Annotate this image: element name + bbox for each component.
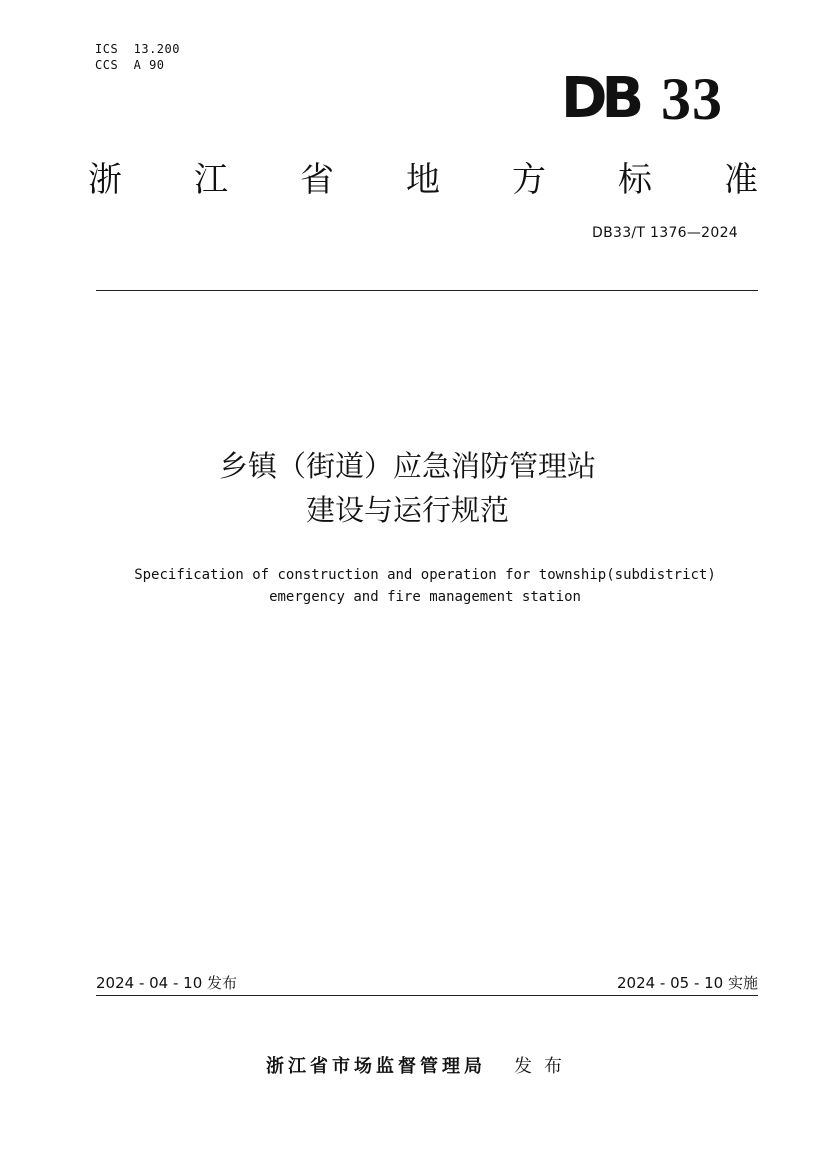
date-row [96, 972, 758, 994]
standard-type-char: 浙 [88, 160, 122, 200]
implement-date: 2024 - 05 - 10 实施 [616, 974, 758, 992]
standard-type-char: 省 [300, 160, 334, 200]
issuer-line [0, 1052, 815, 1078]
logo-number: 33 [661, 66, 723, 132]
issuer-name: 浙江省市场监督管理局 [266, 1056, 486, 1077]
document-title [0, 444, 815, 532]
standard-type-char: 地 [406, 160, 440, 200]
db33-logo [561, 68, 751, 130]
english-title-line-2: emergency and fire management station [269, 589, 581, 605]
top-divider [96, 290, 758, 291]
standard-type-char: 标 [618, 160, 652, 200]
standard-type-heading [88, 155, 758, 205]
classification-codes [95, 41, 180, 73]
ics-code: ICS 13.200 [95, 42, 180, 56]
standard-type-char: 准 [724, 160, 758, 200]
standard-type-char: 方 [512, 160, 546, 200]
publish-date: 2024 - 04 - 10 发布 [96, 974, 238, 992]
english-title [0, 564, 815, 608]
english-title-line-1: Specification of construction and operation for township(subdistrict) [134, 567, 716, 583]
ccs-code: CCS A 90 [95, 58, 165, 72]
standard-code: DB33/T 1376—2024 [592, 225, 738, 241]
title-line-2: 建设与运行规范 [305, 493, 509, 527]
bottom-divider [96, 995, 758, 996]
issuer-action: 发布 [514, 1056, 574, 1077]
logo-letters: DB [561, 66, 639, 131]
title-line-1: 乡镇（街道）应急消防管理站 [218, 449, 596, 483]
standard-type-char: 江 [194, 160, 228, 200]
